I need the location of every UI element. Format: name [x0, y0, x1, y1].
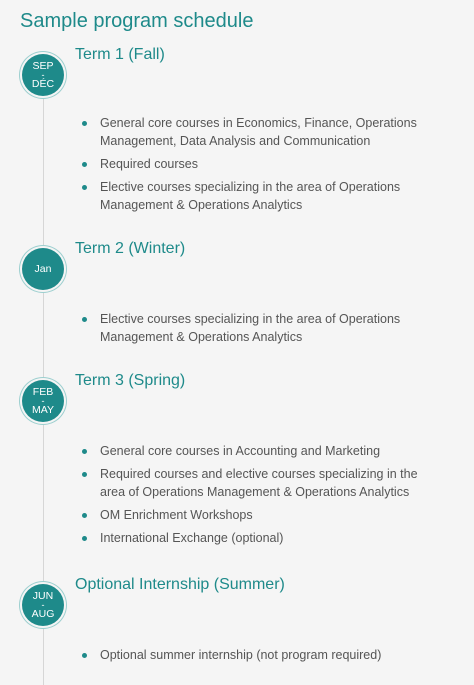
internship-title: Optional Internship (Summer): [75, 576, 285, 593]
bullet-icon: [82, 121, 87, 126]
term-2-title: Term 2 (Winter): [75, 240, 186, 257]
badge-separator: -: [41, 395, 45, 406]
badge-end-month: AUG: [31, 607, 55, 620]
badge-month: Jan: [34, 262, 52, 275]
list-item: Elective courses specializing in the area of Operations Management & Operations Analytics: [80, 310, 440, 346]
badge-end-month: MAY: [32, 403, 54, 416]
internship-date-badge: [22, 584, 64, 626]
bullet-icon: [82, 536, 87, 541]
list-item: Elective courses specializing in the area of Operations Management & Operations Analytics: [80, 178, 440, 214]
bullet-icon: [82, 513, 87, 518]
list-item: Optional summer internship (not program required): [80, 646, 440, 664]
badge-start-month: JUN: [32, 589, 54, 602]
badge-separator: -: [41, 69, 45, 80]
bullet-icon: [82, 185, 87, 190]
term-1-date-badge: [22, 54, 64, 96]
page-title: Sample program schedule: [20, 10, 254, 32]
term-3-date-badge: [22, 380, 64, 422]
badge-separator: -: [41, 599, 45, 610]
list-item: OM Enrichment Workshops: [80, 506, 440, 524]
bullet-icon: [82, 472, 87, 477]
term-3-course-list: [80, 442, 440, 552]
internship-list: [80, 646, 440, 669]
badge-start-month: SEP: [32, 59, 54, 72]
term-2-course-list: [80, 310, 440, 351]
list-item: Required courses and elective courses specializing in the area of Operations Management & Operations Analytics: [80, 465, 440, 501]
term-2-date-badge: [22, 248, 64, 290]
bullet-icon: [82, 653, 87, 658]
term-1-title: Term 1 (Fall): [75, 46, 165, 63]
term-3-title: Term 3 (Spring): [75, 372, 186, 389]
list-item: General core courses in Accounting and Marketing: [80, 442, 440, 460]
list-item: Required courses: [80, 155, 440, 173]
term-1-course-list: [80, 114, 440, 219]
bullet-icon: [82, 162, 87, 167]
bullet-icon: [82, 317, 87, 322]
badge-start-month: FEB: [32, 385, 54, 398]
list-item: International Exchange (optional): [80, 529, 440, 547]
badge-end-month: DÉC: [31, 77, 55, 90]
bullet-icon: [82, 449, 87, 454]
list-item: General core courses in Economics, Finance, Operations Management, Data Analysis and Communication: [80, 114, 440, 150]
